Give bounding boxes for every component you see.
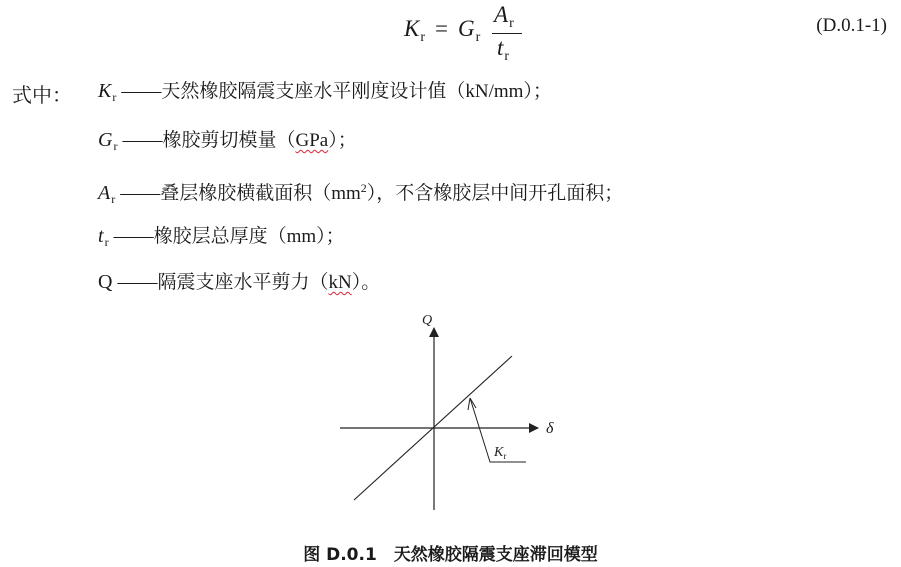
definition-symbol: Q — [98, 271, 113, 293]
definition-text: 隔震支座水平剪力（ — [157, 272, 329, 293]
definition-text: 橡胶剪切模量（ — [162, 130, 296, 151]
formula-equals: = — [435, 16, 448, 41]
formula-shear-modulus: $G_r$ — [458, 16, 481, 45]
definition-kr — [98, 79, 552, 109]
formula-numerator: $A_r$ — [494, 2, 514, 31]
definition-symbol: $G_r$ — [98, 129, 118, 153]
hysteresis-model-figure — [330, 304, 570, 540]
slope-label: $K_r$ — [494, 445, 507, 461]
definition-symbol: $A_r$ — [98, 182, 116, 206]
definition-dash: —— — [113, 225, 154, 247]
definition-unit: GPa — [295, 130, 329, 151]
definition-unit: kN — [328, 272, 352, 293]
where-label: 式中： — [12, 83, 72, 107]
definition-ar — [98, 176, 623, 211]
definition-text: 橡胶层总厚度（mm）； — [153, 226, 345, 247]
definition-text: 叠层橡胶横截面积（mm — [160, 183, 361, 204]
definition-dash: —— — [117, 271, 158, 293]
definition-tr — [98, 224, 345, 254]
definition-text-end: ），不含橡胶层中间开孔面积； — [366, 183, 624, 204]
definition-text: 天然橡胶隔震支座水平刚度设计值（kN/mm）； — [161, 81, 552, 102]
definition-dash: —— — [122, 129, 163, 151]
formula-denominator: $t_r$ — [497, 35, 510, 64]
equation-number: (D.0.1-1) — [816, 15, 887, 36]
definition-text-end: ）。 — [351, 272, 381, 293]
definition-dash: —— — [121, 80, 162, 102]
definition-q — [98, 270, 380, 295]
definition-text-end: ）； — [328, 130, 357, 151]
x-axis-label: δ — [546, 420, 554, 437]
y-axis-label: Q — [422, 313, 433, 328]
superscript: 2 — [360, 181, 367, 195]
figure-caption: 图 D.0.1 天然橡胶隔震支座滞回模型 — [303, 545, 598, 565]
definition-symbol: $t_r$ — [98, 225, 109, 249]
definition-dash: —— — [120, 182, 161, 204]
definition-symbol: $K_r$ — [98, 80, 117, 104]
definition-gr — [98, 128, 357, 158]
formula-lhs: $K_r$ — [404, 16, 426, 45]
